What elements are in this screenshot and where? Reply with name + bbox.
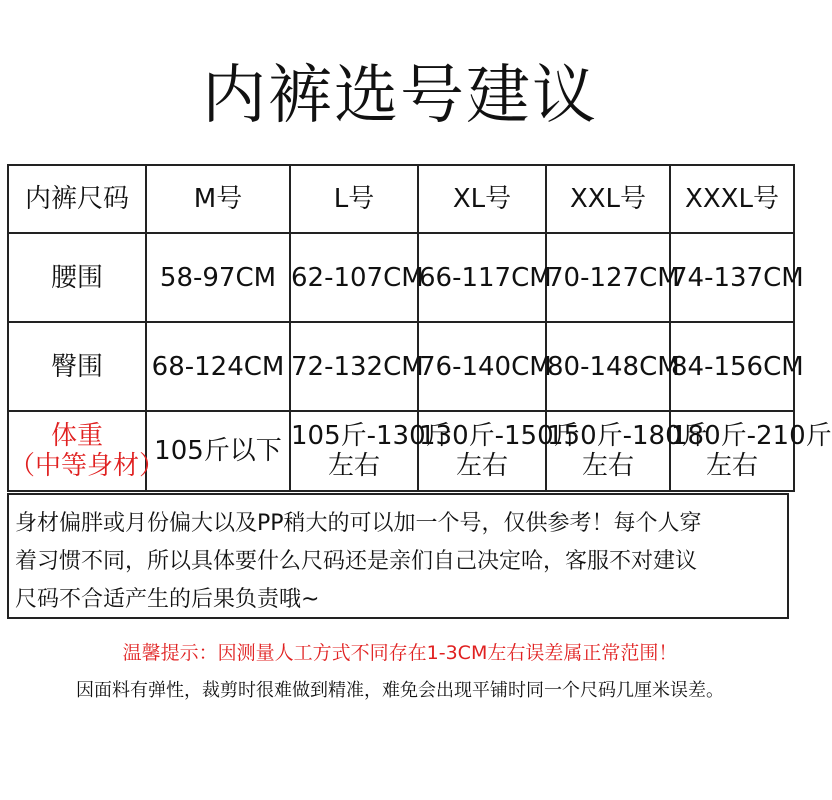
weight-xl-line2: 左右 xyxy=(455,451,508,481)
weight-xxl xyxy=(546,411,708,491)
table-row-hip xyxy=(8,322,794,411)
weight-label-line1: 体重 xyxy=(50,421,103,451)
weight-xxxl-line2: 左右 xyxy=(705,451,758,481)
weight-l xyxy=(290,411,452,491)
header-size-l: L号 xyxy=(290,165,418,233)
note-line-1: 身材偏胖或月份偏大以及PP稍大的可以加一个号，仅供参考！每个人穿 xyxy=(15,511,702,536)
size-table xyxy=(7,164,832,492)
header-size-label: 内裤尺码 xyxy=(8,165,146,233)
hip-xl: 76-140CM xyxy=(418,322,546,411)
weight-label-line2: （中等身材） xyxy=(9,451,166,481)
warm-tip: 温馨提示：因测量人工方式不同存在1-3CM左右误差属正常范围！ xyxy=(122,642,678,664)
weight-label xyxy=(8,411,166,491)
weight-xxxl-line1: 180斤-210斤 xyxy=(671,421,832,451)
weight-m-line1: 105斤以下 xyxy=(154,436,282,466)
table-row-waist xyxy=(8,233,794,322)
hip-xxxl: 84-156CM xyxy=(670,322,794,411)
header-size-m: M号 xyxy=(146,165,290,233)
waist-xl: 66-117CM xyxy=(418,233,546,322)
page-title: 内裤选号建议 xyxy=(202,59,598,133)
weight-m xyxy=(146,411,290,491)
header-size-xxl: XXL号 xyxy=(546,165,670,233)
waist-xxxl: 74-137CM xyxy=(670,233,794,322)
waist-l: 62-107CM xyxy=(290,233,418,322)
header-size-xxxl: XXXL号 xyxy=(670,165,794,233)
hip-m: 68-124CM xyxy=(146,322,290,411)
waist-xxl: 70-127CM xyxy=(546,233,670,322)
header-size-xl: XL号 xyxy=(418,165,546,233)
hip-l: 72-132CM xyxy=(290,322,418,411)
weight-xxl-line1: 150斤-180斤 xyxy=(547,421,708,451)
weight-l-line1: 105斤-130斤 xyxy=(291,421,452,451)
table-row-weight xyxy=(8,411,794,491)
weight-l-line2: 左右 xyxy=(327,451,380,481)
weight-xl-line1: 130斤-150斤 xyxy=(419,421,580,451)
elastic-note: 因面料有弹性，裁剪时很难做到精准，难免会出现平铺时同一个尺码几厘米误差。 xyxy=(76,680,724,701)
weight-xl xyxy=(418,411,580,491)
waist-label: 腰围 xyxy=(8,233,146,322)
note-line-2: 着习惯不同，所以具体要什么尺码还是亲们自己决定哈，客服不对建议 xyxy=(15,549,698,574)
table-header-row xyxy=(8,165,794,233)
note-line-3: 尺码不合适产生的后果负责哦~ xyxy=(15,587,320,612)
hip-label: 臀围 xyxy=(8,322,146,411)
weight-xxxl xyxy=(670,411,832,491)
note-box xyxy=(7,493,789,619)
waist-m: 58-97CM xyxy=(146,233,290,322)
weight-xxl-line2: 左右 xyxy=(581,451,634,481)
hip-xxl: 80-148CM xyxy=(546,322,670,411)
